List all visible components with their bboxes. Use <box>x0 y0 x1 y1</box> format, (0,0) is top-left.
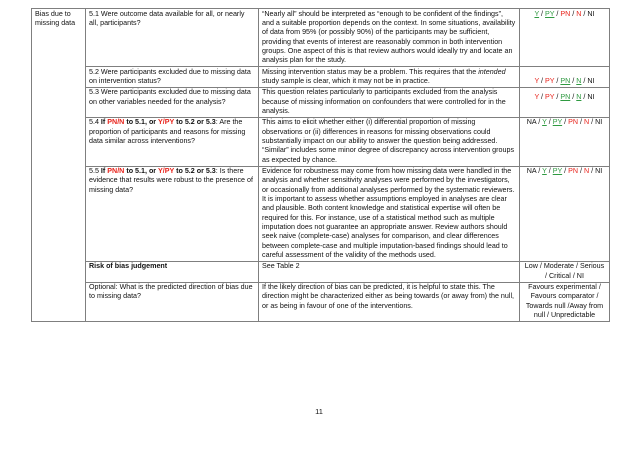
page-number: 11 <box>315 407 323 416</box>
guidance-5-5: Evidence for robustness may come from how missing data were handled in the analysis and whether sensitivity analyses were performed by the investigators, or occasionally from additional analyses performed by the systematic reviewers. It is important to assess whether assumptions employed in analyses are clear and plausible. Both content knowledge and statistical expertise will often be required for this. For instance, use of a statistical method such as multiple imputation does not guarantee an appropriate answer. Review authors should seek naive (complete-case) analyses for comparison, and clear differences between complete-case and multiple imputation-based findings should lead to careful assessment of the validity of the methods used. <box>259 166 520 261</box>
judgement-row <box>32 261 610 282</box>
question-5-2: 5.2 Were participants excluded due to missing data on intervention status? <box>86 67 259 88</box>
response-options-5-2: Y / PY / PN / N / NI <box>520 67 610 88</box>
direction-options: Favours experimental / Favours comparator / Towards null /Away from null / Unpredictable <box>520 282 610 321</box>
judgement-options: Low / Moderate / Serious / Critical / NI <box>520 261 610 282</box>
guidance-5-1: “Nearly all” should be interpreted as “enough to be confident of the findings”, and a suitable proportion depends on the context. In some situations, availability of data from 95% (or possibly 90%) of the participants may be sufficient, providing that events of interest are reasonably common in both intervention groups. One aspect of this is that review authors would ideally try and locate an analysis plan for the study. <box>259 9 520 67</box>
direction-row <box>32 282 610 321</box>
question-5-5: 5.5 If PN/N to 5.1, or Y/PY to 5.2 or 5.3: Is there evidence that results were robust to the presence of missing data? <box>86 166 259 261</box>
question-row-5-2 <box>32 67 610 88</box>
question-row-5-5 <box>32 166 610 261</box>
guidance-5-3: This question relates particularly to participants excluded from the analysis because of missing information on confounders that were controlled for in the analysis. <box>259 87 520 117</box>
response-options-5-5: NA / Y / PY / PN / N / NI <box>520 166 610 261</box>
response-options-5-4: NA / Y / PY / PN / N / NI <box>520 117 610 166</box>
direction-guidance: If the likely direction of bias can be predicted, it is helpful to state this. The direction might be characterized either as being towards (or away from) the null, or as being in favour of one of the interventions. <box>259 282 520 321</box>
question-row-5-4 <box>32 117 610 166</box>
response-options-5-1: Y / PY / PN / N / NI <box>520 9 610 67</box>
domain-label: Bias due to missing data <box>32 9 86 322</box>
question-5-3: 5.3 Were participants excluded due to missing data on other variables needed for the analysis? <box>86 87 259 117</box>
guidance-5-2: Missing intervention status may be a problem. This requires that the intended study sample is clear, which it may not be in practice. <box>259 67 520 88</box>
question-row-5-3 <box>32 87 610 117</box>
missing-data-signalling-table <box>31 8 610 322</box>
question-5-1: 5.1 Were outcome data available for all, or nearly all, participants? <box>86 9 259 67</box>
judgement-label: Risk of bias judgement <box>86 261 259 282</box>
judgement-guidance: See Table 2 <box>259 261 520 282</box>
guidance-5-4: This aims to elicit whether either (i) differential proportion of missing observations or (ii) differences in reasons for missing observations could substantially impact on our ability to answer the question being addressed. “Similar” includes some minor degree of discrepancy across intervention groups as expected by chance. <box>259 117 520 166</box>
direction-label: Optional: What is the predicted direction of bias due to missing data? <box>86 282 259 321</box>
question-row-5-1 <box>32 9 610 67</box>
question-5-4: 5.4 If PN/N to 5.1, or Y/PY to 5.2 or 5.3: Are the proportion of participants and reasons for missing data similar across interventions? <box>86 117 259 166</box>
response-options-5-3: Y / PY / PN / N / NI <box>520 87 610 117</box>
